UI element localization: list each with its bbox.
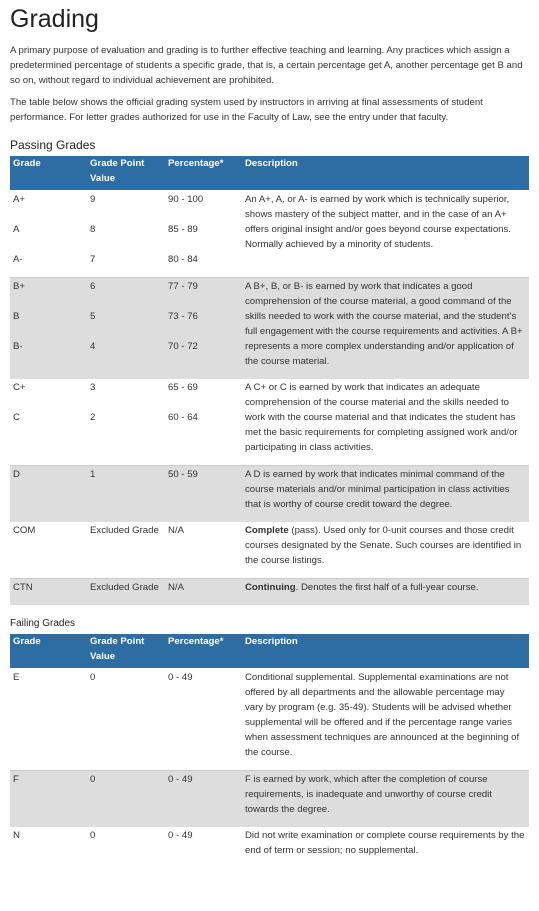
- table-row: [10, 522, 529, 579]
- gpv-value: 9: [90, 194, 96, 205]
- table-row: [10, 579, 529, 606]
- grade-cell: N: [13, 830, 20, 841]
- header-grade: Grade: [10, 156, 87, 190]
- percentage-value: 73 - 76: [168, 311, 198, 322]
- gpv-value: 2: [90, 412, 96, 423]
- percentage-value: 65 - 69: [168, 382, 198, 393]
- table-row: [10, 379, 529, 466]
- grade-value: A: [13, 224, 20, 235]
- gpv-value: 5: [90, 311, 96, 322]
- grade-value: A+: [13, 194, 26, 205]
- gpv-cell: 1: [87, 466, 165, 523]
- header-grade-point-value: Grade Point Value: [87, 634, 165, 668]
- percentage-value: 60 - 64: [168, 412, 198, 423]
- gpv-cell: 0: [90, 830, 96, 841]
- failing-grades-heading: Failing Grades: [10, 618, 76, 629]
- header-percentage: Percentage*: [165, 156, 242, 190]
- table-header-row: [10, 634, 529, 668]
- percentage-cell: 0 - 49: [165, 771, 242, 828]
- grade-value: C: [13, 412, 20, 423]
- grade-cell: D: [10, 466, 87, 523]
- gpv-cell: 0: [87, 668, 165, 771]
- grade-value: C+: [13, 382, 26, 393]
- percentage-value: 90 - 100: [168, 194, 204, 205]
- percentage-cell: [165, 190, 242, 278]
- failing-grades-table: [10, 634, 529, 868]
- description-text: (pass). Used only for 0-unit courses and those credit courses designated by the Senate. Such courses are identified in the course listings.: [245, 525, 522, 566]
- percentage-cell: 50 - 59: [165, 466, 242, 523]
- gpv-value: 3: [90, 382, 96, 393]
- description-cell: A C+ or C is earned by work that indicates an adequate comprehension of the course material and the skills needed to work with the course material and that indicates the student has met the basic requirements for completing assigned work and/or participating in class activities.: [242, 379, 529, 466]
- table-row: [10, 190, 529, 278]
- table-row: [10, 668, 529, 771]
- gpv-cell: Excluded Grade: [87, 522, 165, 579]
- description-cell: Did not write examination or complete course requirements by the end of term or session; no supplemental.: [245, 830, 525, 856]
- passing-grades-table: [10, 156, 529, 605]
- grade-value: B: [13, 311, 20, 322]
- percentage-cell: 0 - 49: [168, 830, 193, 841]
- grade-cell: F: [10, 771, 87, 828]
- table-row: [10, 827, 529, 868]
- header-grade: Grade: [10, 634, 87, 668]
- table-header-row: [10, 156, 529, 190]
- header-description: Description: [242, 156, 529, 190]
- grade-cell: [10, 190, 87, 278]
- intro-paragraph-2: The table below shows the official grading system used by instructors in arriving at final assessments of student performance. For letter grades authorized for use in the Faculty of Law, see the entry under that faculty.: [10, 97, 483, 123]
- description-term: Complete: [245, 525, 289, 536]
- grade-cell: E: [10, 668, 87, 771]
- header-grade-point-value: Grade Point Value: [87, 156, 165, 190]
- gpv-value: 6: [90, 281, 96, 292]
- percentage-value: 70 - 72: [168, 341, 198, 352]
- table-row: [10, 278, 529, 380]
- description-cell: A B+, B, or B- is earned by work that indicates a good comprehension of the course material, a good command of the skills needed to work with the course material, and the student’s full engagement with the course requirements and activities. A B+ represents a more complex understanding and/or application of the course material.: [242, 278, 529, 380]
- header-description: Description: [242, 634, 529, 668]
- percentage-value: 77 - 79: [168, 281, 198, 292]
- description-cell: An A+, A, or A- is earned by work which is technically superior, shows mastery of the subject matter, and in the case of an A+ offers original insight and/or goes beyond course expectations. Normally achieved by a minority of students.: [242, 190, 529, 278]
- header-percentage: Percentage*: [165, 634, 242, 668]
- percentage-cell: N/A: [165, 579, 242, 606]
- grade-cell: [10, 278, 87, 380]
- gpv-cell: 0: [87, 771, 165, 828]
- grade-cell: [10, 379, 87, 466]
- table-row: [10, 771, 529, 828]
- gpv-value: 4: [90, 341, 96, 352]
- percentage-cell: [165, 278, 242, 380]
- description-cell: A D is earned by work that indicates minimal command of the course materials and/or minimal participation in class activities that is worthy of course credit toward the degree.: [242, 466, 529, 523]
- gpv-cell: [87, 379, 165, 466]
- gpv-value: 7: [90, 254, 96, 265]
- gpv-cell: [87, 278, 165, 380]
- table-row: [10, 466, 529, 523]
- gpv-cell: Excluded Grade: [87, 579, 165, 606]
- passing-grades-heading: Passing Grades: [10, 138, 96, 152]
- description-cell: [242, 579, 529, 606]
- grade-value: B+: [13, 281, 26, 292]
- description-cell: [242, 522, 529, 579]
- description-text: . Denotes the first half of a full-year course.: [295, 582, 479, 593]
- page-title: Grading: [10, 5, 99, 33]
- description-term: Continuing: [245, 582, 296, 593]
- percentage-value: 80 - 84: [168, 254, 198, 265]
- intro-paragraph-1: A primary purpose of evaluation and grading is to further effective teaching and learning. Any practices which assign a predetermined percentage of students a specific grade, that is, a certain percentage get A, another percentage get B and so on, without regard to individual achievement are prohibited.: [10, 45, 523, 86]
- percentage-cell: N/A: [165, 522, 242, 579]
- grade-value: B-: [13, 341, 23, 352]
- grade-cell: CTN: [10, 579, 87, 606]
- grade-cell: COM: [10, 522, 87, 579]
- gpv-value: 8: [90, 224, 96, 235]
- percentage-value: 85 - 89: [168, 224, 198, 235]
- percentage-cell: 0 - 49: [165, 668, 242, 771]
- percentage-cell: [165, 379, 242, 466]
- description-cell: F is earned by work, which after the completion of course requirements, is inadequate and unworthy of course credit towards the degree.: [242, 771, 529, 828]
- gpv-cell: [87, 190, 165, 278]
- grade-value: A-: [13, 254, 23, 265]
- description-cell: Conditional supplemental. Supplemental examinations are not offered by all departments and the allowable percentage may vary by program (e.g. 35-49). Students will be advised whether supplemental will be offered and if the percentage range varies when assessment techniques are announced at the beginning of the course.: [242, 668, 529, 771]
